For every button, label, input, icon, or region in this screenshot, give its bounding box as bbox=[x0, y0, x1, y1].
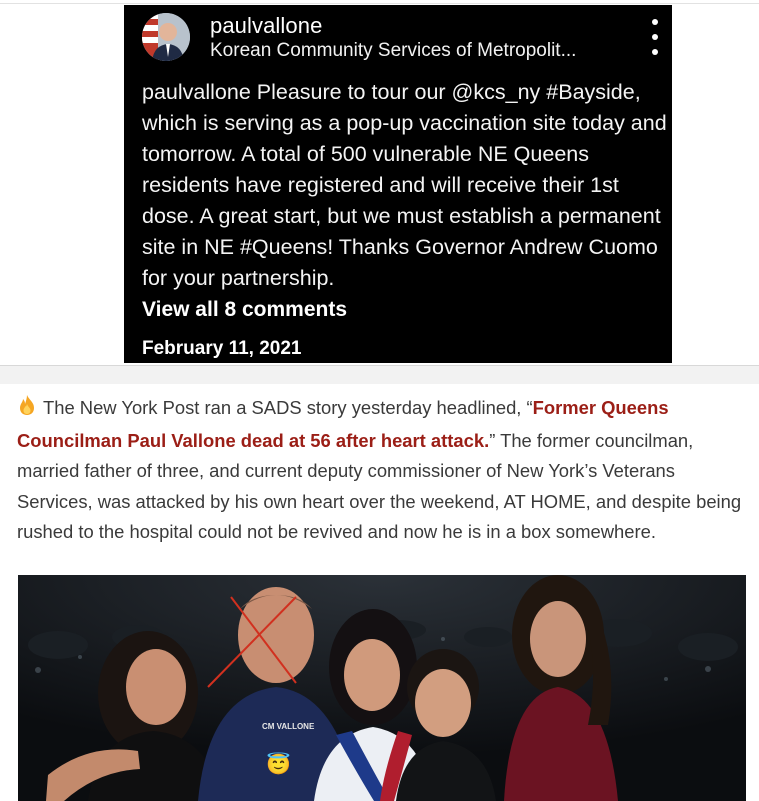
article-text-before-link: The New York Post ran a SADS story yesterday headlined, “ bbox=[43, 397, 533, 418]
top-divider bbox=[0, 3, 759, 4]
post-location[interactable]: Korean Community Services of Metropolit... bbox=[210, 40, 577, 61]
post-username[interactable]: paulvallone bbox=[210, 13, 323, 38]
instagram-post-card bbox=[124, 5, 672, 363]
post-date: February 11, 2021 bbox=[142, 338, 302, 359]
post-headline-link[interactable]: Former Queens Councilman Paul Vallone dead at 56 after heart attack. bbox=[17, 397, 669, 451]
view-all-comments-link[interactable]: View all 8 comments bbox=[142, 298, 348, 321]
shirt-text: CM VALLONE bbox=[262, 722, 315, 731]
fire-icon bbox=[17, 394, 37, 426]
family-photo bbox=[18, 575, 746, 801]
embedded-screenshot-area bbox=[0, 0, 759, 365]
caption-text: Pleasure to tour our @kcs_ny #Bayside, which is serving as a pop-up vaccination site today and tomorrow. A total of 500 vulnerable NE Queens residents have registered and will receive their 1st dose. A great start, but we must establish a permanent site in NE #Queens! Thanks Governor Andrew Cuomo for your partnership. bbox=[142, 80, 667, 290]
article-text-after-link: ” The former councilman, married father of three, and current deputy commissioner of New York’s Veterans Services, was attacked by his own heart over the weekend, AT HOME, and despite being rushed to the hospital could not be revived and now he is in a box somewhere. bbox=[17, 429, 742, 543]
halo-emoji: 😇 bbox=[266, 754, 291, 776]
family-photo-image bbox=[18, 575, 746, 801]
section-divider bbox=[0, 365, 759, 384]
profile-photo-icon bbox=[142, 13, 190, 61]
caption-username[interactable]: paulvallone bbox=[142, 80, 251, 104]
more-vertical-icon[interactable] bbox=[650, 19, 660, 55]
post-caption bbox=[142, 77, 667, 294]
article-paragraph bbox=[17, 393, 745, 548]
avatar[interactable] bbox=[142, 13, 190, 61]
